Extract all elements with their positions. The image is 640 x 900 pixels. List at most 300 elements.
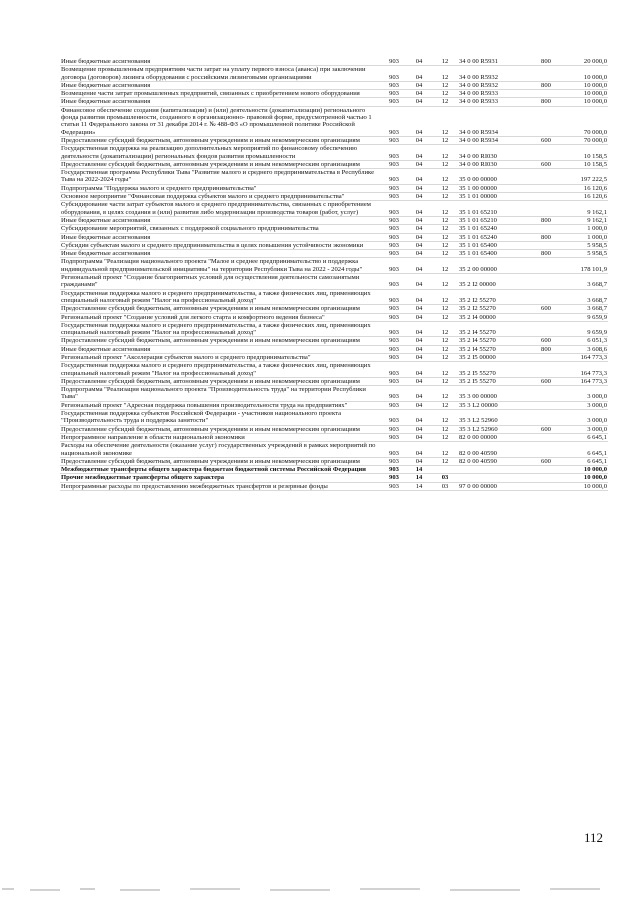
row-name: Государственная программа Республики Тыва "Развитие малого и среднего предпринимательства в Республике Тыва на 2022-2024 годы"	[61, 169, 374, 184]
row-expense-type-code	[532, 386, 560, 402]
row-amount: 20 000,0	[583, 58, 607, 65]
row-subsection-code: 12	[441, 417, 449, 425]
row-section-code: 04	[415, 216, 423, 224]
row-grbs-code: 903	[389, 401, 399, 409]
row-target-article-code: 34 0 00 RI030	[459, 160, 497, 168]
row-expense-type-code: 600	[541, 377, 551, 385]
row-subsection-code: 12	[441, 250, 449, 258]
row-name: Финансовое обеспечение создания (капитализации) и (или) деятельности (докапитализации) регионального фонда развития промышленности, созданного в организационно- правовой форме, предусмотренной частью 1 статьи 11 Федерального закона от 31 декабря 2014 г. № 488-ФЗ «О промышленной политике Российской Федерации»	[61, 106, 372, 136]
row-section-code: 04	[415, 208, 423, 216]
row-name: Предоставление субсидий бюджетным, автономным учреждениям и иным некоммерческим организациям	[61, 377, 360, 385]
row-subsection-code: 12	[441, 90, 449, 98]
row-amount: 16 120,6	[583, 184, 607, 192]
row-name: Межбюджетные трансферты общего характера бюджетам бюджетной системы Российской Федерации	[61, 466, 366, 474]
row-expense-type-code	[532, 482, 560, 490]
row-name: Субсидирование мероприятий, связанных с поддержкой социального предпринимательства	[61, 225, 319, 233]
row-subsection-code: 12	[441, 152, 449, 160]
row-name: Подпрограмма "Поддержка малого и среднего предпринимательства"	[61, 184, 257, 192]
row-amount: 3 000,0	[587, 393, 607, 401]
row-target-article-code: 35 2 I5 55270	[459, 369, 496, 377]
table-row	[60, 313, 608, 321]
row-name: Предоставление субсидий бюджетным, автономным учреждениям и иным некоммерческим организациям	[61, 457, 360, 465]
row-grbs-code: 903	[389, 193, 399, 201]
row-expense-type-code	[532, 313, 560, 321]
row-name: Государственная поддержка малого и среднего предпринимательства, а также физических лиц, применяющих специальный налоговый режим "Налог на профессиональный доход"	[61, 362, 371, 377]
table-row	[60, 225, 608, 233]
row-subsection-code: 12	[441, 457, 449, 465]
row-name: Субсидирование части затрат субъектов малого и среднего предпринимательства, связанных с приобретением оборудования, в целях создания и (или) развития либо модернизации производства товаров (работ, услуг)	[61, 201, 371, 216]
table-row	[60, 425, 608, 433]
row-section-code: 04	[415, 337, 423, 345]
table-row	[60, 386, 608, 402]
row-amount: 10 158,5	[583, 160, 607, 168]
row-grbs-code: 903	[389, 98, 399, 106]
row-name: Предоставление субсидий бюджетным, автономным учреждениям и иным некоммерческим организациям	[61, 337, 360, 345]
row-grbs-code: 903	[389, 128, 399, 136]
table-row	[60, 377, 608, 385]
table-row	[60, 66, 608, 82]
row-grbs-code: 903	[389, 457, 399, 465]
row-grbs-code: 903	[389, 58, 399, 65]
row-target-article-code: 35 2 00 00000	[459, 265, 497, 273]
table-row	[60, 305, 608, 313]
row-section-code: 04	[415, 160, 423, 168]
row-target-article-code: 35 3 L2 52960	[459, 425, 498, 433]
row-amount: 10 000,0	[583, 98, 607, 106]
row-subsection-code: 12	[441, 369, 449, 377]
row-grbs-code: 903	[389, 466, 399, 474]
row-target-article-code: 35 2 I2 55270	[459, 305, 496, 313]
row-amount: 164 773,3	[580, 353, 607, 361]
row-amount: 16 120,6	[583, 193, 607, 201]
row-target-article-code: 34 0 00 R5933	[459, 90, 499, 98]
row-subsection-code: 12	[441, 233, 449, 241]
row-grbs-code: 903	[389, 345, 399, 353]
row-section-code: 04	[415, 281, 423, 289]
table-row	[60, 233, 608, 241]
row-target-article-code: 35 2 I4 55270	[459, 345, 496, 353]
row-subsection-code: 12	[441, 345, 449, 353]
table-row	[60, 401, 608, 409]
row-name: Основное мероприятие "Финансовая поддержка субъектов малого и среднего предпринимательства"	[61, 193, 345, 201]
row-expense-type-code	[532, 193, 560, 201]
table-row	[60, 90, 608, 98]
row-expense-type-code	[532, 145, 560, 161]
row-name: Возмещение части затрат промышленных предприятий, связанных с приобретением нового оборудования	[61, 90, 360, 98]
row-name: Возмещение промышленным предприятиям части затрат на уплату первого взноса (аванса) при заключении договора (договоров) лизинга оборудования с российскими лизинговыми организациями	[61, 66, 366, 81]
row-subsection-code: 12	[441, 193, 449, 201]
row-amount: 9 162,1	[587, 216, 607, 224]
row-target-article-code: 35 1 01 65210	[459, 208, 497, 216]
row-grbs-code: 903	[389, 296, 399, 304]
row-subsection-code: 12	[441, 329, 449, 337]
row-grbs-code: 903	[389, 73, 399, 81]
row-expense-type-code: 600	[541, 160, 551, 168]
row-name: Предоставление субсидий бюджетным, автономным учреждениям и иным некоммерческим организациям	[61, 425, 360, 433]
row-expense-type-code	[532, 201, 560, 217]
row-subsection-code: 12	[441, 128, 449, 136]
row-name: Подпрограмма "Реализация национального проекта "Малое и среднее предпринимательство и поддержка индивидуальной предпринимательской инициативы" на территории Республики Тыва на 2022 - 2024 годы"	[61, 258, 363, 273]
row-amount: 6 645,1	[587, 433, 607, 441]
row-target-article-code: 35 2 I4 55270	[459, 329, 496, 337]
table-row	[60, 274, 608, 290]
table-row	[60, 345, 608, 353]
row-grbs-code: 903	[389, 90, 399, 98]
row-section-code: 04	[415, 73, 423, 81]
row-amount: 10 000,0	[583, 474, 607, 482]
row-target-article-code: 34 0 00 R5931	[459, 58, 499, 65]
row-subsection-code: 12	[441, 353, 449, 361]
row-section-code: 04	[415, 296, 423, 304]
row-target-article-code: 35 2 I4 55270	[459, 337, 496, 345]
scan-edge-marks	[0, 882, 640, 896]
row-amount: 164 773,3	[580, 377, 607, 385]
row-expense-type-code: 800	[541, 98, 551, 106]
row-expense-type-code	[532, 169, 560, 185]
row-subsection-code: 12	[441, 160, 449, 168]
row-amount: 5 958,5	[587, 241, 607, 249]
row-target-article-code: 34 0 00 R5934	[459, 128, 499, 136]
row-grbs-code: 903	[389, 152, 399, 160]
row-amount: 3 000,0	[587, 417, 607, 425]
table-row	[60, 258, 608, 274]
row-name: Иные бюджетные ассигнования	[61, 250, 151, 258]
row-name: Иные бюджетные ассигнования	[61, 233, 151, 241]
row-target-article-code: 82 0 00 00000	[459, 433, 497, 441]
row-section-code: 04	[415, 225, 423, 233]
row-grbs-code: 903	[389, 377, 399, 385]
table-row	[60, 169, 608, 185]
row-amount: 3 668,7	[587, 296, 607, 304]
row-section-code: 04	[415, 329, 423, 337]
table-row	[60, 201, 608, 217]
row-section-code: 04	[415, 128, 423, 136]
row-section-code: 04	[415, 152, 423, 160]
row-grbs-code: 903	[389, 433, 399, 441]
row-grbs-code: 903	[389, 313, 399, 321]
row-name: Непрограммное направление в области национальной экономики	[61, 433, 245, 441]
budget-expenditure-table	[60, 58, 608, 491]
row-subsection-code: 12	[441, 281, 449, 289]
row-amount: 1 000,0	[587, 233, 607, 241]
row-amount: 70 000,0	[583, 128, 607, 136]
row-name: Иные бюджетные ассигнования	[61, 98, 151, 106]
table-row	[60, 193, 608, 201]
table-row	[60, 433, 608, 441]
row-expense-type-code	[532, 353, 560, 361]
table-row	[60, 353, 608, 361]
row-name: Расходы на обеспечение деятельности (оказание услуг) государственных учреждений в рамках мероприятий по национальной экономике	[61, 442, 376, 457]
row-subsection-code: 12	[441, 433, 449, 441]
row-target-article-code	[458, 474, 532, 482]
row-grbs-code: 903	[389, 241, 399, 249]
row-amount: 10 000,0	[583, 466, 607, 474]
row-amount: 3 608,6	[587, 345, 607, 353]
row-amount: 3 000,0	[587, 401, 607, 409]
row-target-article-code: 35 3 L2 52960	[459, 417, 498, 425]
table-row	[60, 482, 608, 490]
row-expense-type-code: 600	[541, 425, 551, 433]
row-expense-type-code	[532, 184, 560, 192]
row-expense-type-code	[532, 410, 560, 426]
row-target-article-code: 35 1 01 00000	[459, 193, 497, 201]
table-row	[60, 289, 608, 305]
table-row	[60, 184, 608, 192]
table-row	[60, 466, 608, 474]
table-row	[60, 241, 608, 249]
row-section-code: 04	[415, 305, 423, 313]
row-subsection-code: 12	[441, 216, 449, 224]
row-name: Предоставление субсидий бюджетным, автономным учреждениям и иным некоммерческим организациям	[61, 305, 360, 313]
row-target-article-code: 97 0 00 00000	[459, 482, 497, 490]
table-row	[60, 410, 608, 426]
row-subsection-code: 12	[441, 313, 449, 321]
row-name: Предоставление субсидий бюджетным, автономным учреждениям и иным некоммерческим организациям	[61, 136, 360, 144]
row-section-code: 04	[415, 98, 423, 106]
row-target-article-code: 34 0 00 R5932	[459, 73, 499, 81]
row-amount: 3 668,7	[587, 281, 607, 289]
row-expense-type-code: 600	[541, 457, 551, 465]
row-grbs-code: 903	[389, 208, 399, 216]
row-grbs-code: 903	[389, 417, 399, 425]
row-expense-type-code	[532, 66, 560, 82]
row-amount: 9 659,9	[587, 313, 607, 321]
row-amount: 3 000,0	[587, 425, 607, 433]
row-name: Региональный проект "Акселерация субъектов малого и среднего предпринимательства"	[61, 353, 311, 361]
row-expense-type-code: 800	[541, 250, 551, 258]
row-name: Государственная поддержка малого и среднего предпринимательства, а также физических лиц, применяющих специальный налоговый режим "Налог на профессиональный доход"	[61, 289, 371, 304]
row-name: Иные бюджетные ассигнования	[61, 81, 151, 89]
row-grbs-code: 903	[389, 329, 399, 337]
row-section-code: 04	[415, 449, 423, 457]
row-expense-type-code: 800	[541, 216, 551, 224]
row-subsection-code: 12	[441, 425, 449, 433]
table-row	[60, 216, 608, 224]
row-amount: 1 000,0	[587, 225, 607, 233]
row-expense-type-code: 600	[541, 337, 551, 345]
row-section-code: 04	[415, 176, 423, 184]
row-amount: 70 000,0	[583, 136, 607, 144]
row-amount: 6 645,1	[587, 457, 607, 465]
row-grbs-code: 903	[389, 184, 399, 192]
row-section-code: 04	[415, 369, 423, 377]
row-target-article-code: 82 0 00 40590	[459, 457, 497, 465]
row-amount: 9 659,9	[587, 329, 607, 337]
row-amount: 197 222,5	[580, 176, 607, 184]
row-subsection-code: 12	[441, 265, 449, 273]
row-expense-type-code: 800	[541, 233, 551, 241]
row-amount: 10 158,5	[583, 152, 607, 160]
row-grbs-code: 903	[389, 136, 399, 144]
row-section-code: 04	[415, 265, 423, 273]
row-name: Иные бюджетные ассигнования	[61, 216, 151, 224]
row-grbs-code: 903	[389, 305, 399, 313]
row-name: Региональный проект "Создание благоприятных условий для осуществления деятельности самозанятыми гражданами"	[61, 274, 360, 289]
row-grbs-code: 903	[389, 482, 399, 490]
row-section-code: 04	[415, 184, 423, 192]
row-target-article-code: 35 2 I5 00000	[459, 353, 496, 361]
row-target-article-code: 34 0 00 R5934	[459, 136, 499, 144]
row-section-code: 04	[415, 81, 423, 89]
row-grbs-code: 903	[389, 225, 399, 233]
row-subsection-code: 12	[441, 136, 449, 144]
row-subsection-code: 03	[441, 482, 449, 490]
row-target-article-code: 35 1 00 00000	[459, 184, 497, 192]
table-row	[60, 250, 608, 258]
row-expense-type-code	[532, 466, 560, 474]
row-target-article-code: 35 2 I4 00000	[459, 313, 496, 321]
row-grbs-code: 903	[389, 216, 399, 224]
row-grbs-code: 903	[389, 281, 399, 289]
row-expense-type-code: 800	[541, 81, 551, 89]
row-section-code: 04	[415, 233, 423, 241]
row-expense-type-code	[532, 321, 560, 337]
row-grbs-code: 903	[389, 265, 399, 273]
row-grbs-code: 903	[389, 337, 399, 345]
row-section-code: 04	[415, 241, 423, 249]
table-row	[60, 321, 608, 337]
row-section-code: 04	[415, 250, 423, 258]
row-name: Региональный проект "Адресная поддержка повышения производительности труда на предприятиях"	[61, 401, 348, 409]
row-grbs-code: 903	[389, 393, 399, 401]
row-expense-type-code: 800	[541, 58, 551, 65]
table-row	[60, 337, 608, 345]
row-amount: 10 000,0	[583, 482, 607, 490]
row-expense-type-code	[532, 289, 560, 305]
page-number: 112	[584, 830, 604, 845]
row-amount: 6 645,1	[587, 449, 607, 457]
row-grbs-code: 903	[389, 160, 399, 168]
row-name: Региональный проект "Создание условий для легкого старта и комфортного ведения бизнеса"	[61, 313, 325, 321]
row-subsection-code: 12	[441, 337, 449, 345]
row-amount: 6 051,3	[587, 337, 607, 345]
row-target-article-code: 35 2 I5 55270	[459, 377, 496, 385]
table-row	[60, 442, 608, 458]
row-expense-type-code: 600	[541, 305, 551, 313]
table-row	[60, 145, 608, 161]
row-name: Иные бюджетные ассигнования	[61, 345, 151, 353]
row-target-article-code: 35 3 00 00000	[459, 393, 497, 401]
row-grbs-code: 903	[389, 250, 399, 258]
row-grbs-code: 903	[389, 233, 399, 241]
row-name: Непрограммные расходы по предоставлению межбюджетных трансфертов и резервные фонды	[61, 482, 328, 490]
row-target-article-code: 82 0 00 40590	[459, 449, 497, 457]
table-row	[60, 136, 608, 144]
row-expense-type-code	[532, 106, 560, 136]
row-expense-type-code: 800	[541, 345, 551, 353]
row-name: Государственная поддержка малого и среднего предпринимательства, а также физических лиц, применяющих специальный налоговый режим "Налог на профессиональный доход"	[61, 321, 371, 337]
table-row	[60, 98, 608, 106]
row-amount: 10 000,0	[583, 90, 607, 98]
row-expense-type-code	[532, 433, 560, 441]
row-subsection-code: 03	[441, 474, 449, 482]
row-subsection-code: 12	[441, 241, 449, 249]
row-subsection-code: 12	[441, 449, 449, 457]
row-name: Государственная поддержка на реализацию дополнительных мероприятий по финансовому обеспечению деятельности (докапитализации) региональных фондов развития промышленности	[61, 145, 357, 160]
row-amount: 164 773,3	[580, 369, 607, 377]
row-name: Субсидии субъектам малого и среднего предпринимательства в целях повышения устойчивости экономики	[61, 241, 364, 249]
row-section-code: 04	[415, 345, 423, 353]
row-section-code: 04	[415, 136, 423, 144]
row-amount: 5 958,5	[587, 250, 607, 258]
row-expense-type-code	[532, 90, 560, 98]
table-row	[60, 106, 608, 136]
table-row	[60, 58, 608, 66]
row-target-article-code: 35 3 L2 00000	[459, 401, 498, 409]
row-amount: 9 162,1	[587, 208, 607, 216]
row-grbs-code: 903	[389, 449, 399, 457]
row-expense-type-code	[532, 241, 560, 249]
row-section-code: 04	[415, 425, 423, 433]
row-expense-type-code	[532, 258, 560, 274]
row-target-article-code: 35 1 01 65400	[459, 250, 497, 258]
row-grbs-code: 903	[389, 425, 399, 433]
row-section-code: 14	[415, 474, 423, 482]
row-name: Иные бюджетные ассигнования	[61, 58, 151, 65]
row-expense-type-code	[532, 474, 560, 482]
row-section-code: 04	[415, 393, 423, 401]
row-subsection-code: 12	[441, 305, 449, 313]
row-target-article-code: 35 2 I2 55270	[459, 296, 496, 304]
row-expense-type-code	[532, 274, 560, 290]
row-section-code: 04	[415, 401, 423, 409]
row-amount: 178 101,9	[580, 265, 607, 273]
row-grbs-code: 903	[389, 369, 399, 377]
row-subsection-code: 12	[441, 377, 449, 385]
row-subsection-code: 12	[441, 73, 449, 81]
row-target-article-code	[458, 466, 532, 474]
table-row	[60, 474, 608, 482]
row-name: Прочие межбюджетные трансферты общего характера	[61, 474, 225, 482]
table-row	[60, 362, 608, 378]
row-subsection-code: 12	[441, 98, 449, 106]
row-subsection-code: 12	[441, 296, 449, 304]
row-section-code: 14	[415, 482, 423, 490]
row-subsection-code	[432, 466, 458, 474]
row-grbs-code: 903	[389, 353, 399, 361]
row-subsection-code: 12	[441, 58, 449, 65]
row-target-article-code: 34 0 00 R5933	[459, 98, 499, 106]
row-expense-type-code	[532, 225, 560, 233]
row-target-article-code: 34 0 00 RI030	[459, 152, 497, 160]
row-name: Государственная поддержка субъектов Российской Федерации - участников национального проекта "Производительность труда и поддержка занятости"	[61, 410, 341, 425]
row-subsection-code: 12	[441, 81, 449, 89]
table-row	[60, 160, 608, 168]
row-expense-type-code	[532, 442, 560, 458]
row-target-article-code: 35 1 01 65240	[459, 233, 497, 241]
row-subsection-code: 12	[441, 393, 449, 401]
row-amount: 10 000,0	[583, 81, 607, 89]
row-amount: 3 668,7	[587, 305, 607, 313]
row-grbs-code: 903	[389, 81, 399, 89]
row-subsection-code: 12	[441, 225, 449, 233]
row-section-code: 14	[415, 466, 423, 474]
row-section-code: 04	[415, 457, 423, 465]
row-section-code: 04	[415, 90, 423, 98]
row-section-code: 04	[415, 377, 423, 385]
row-target-article-code: 34 0 00 R5932	[459, 81, 499, 89]
row-subsection-code: 12	[441, 184, 449, 192]
row-grbs-code: 903	[389, 176, 399, 184]
row-name: Подпрограмма "Реализация национального проекта "Производительность труда" на территории Республики Тыва"	[61, 386, 366, 401]
row-expense-type-code	[532, 401, 560, 409]
row-amount: 10 000,0	[583, 73, 607, 81]
row-section-code: 04	[415, 353, 423, 361]
row-expense-type-code	[532, 362, 560, 378]
row-expense-type-code: 600	[541, 136, 551, 144]
row-target-article-code: 35 0 00 00000	[459, 176, 497, 184]
row-target-article-code: 35 1 01 65400	[459, 241, 497, 249]
